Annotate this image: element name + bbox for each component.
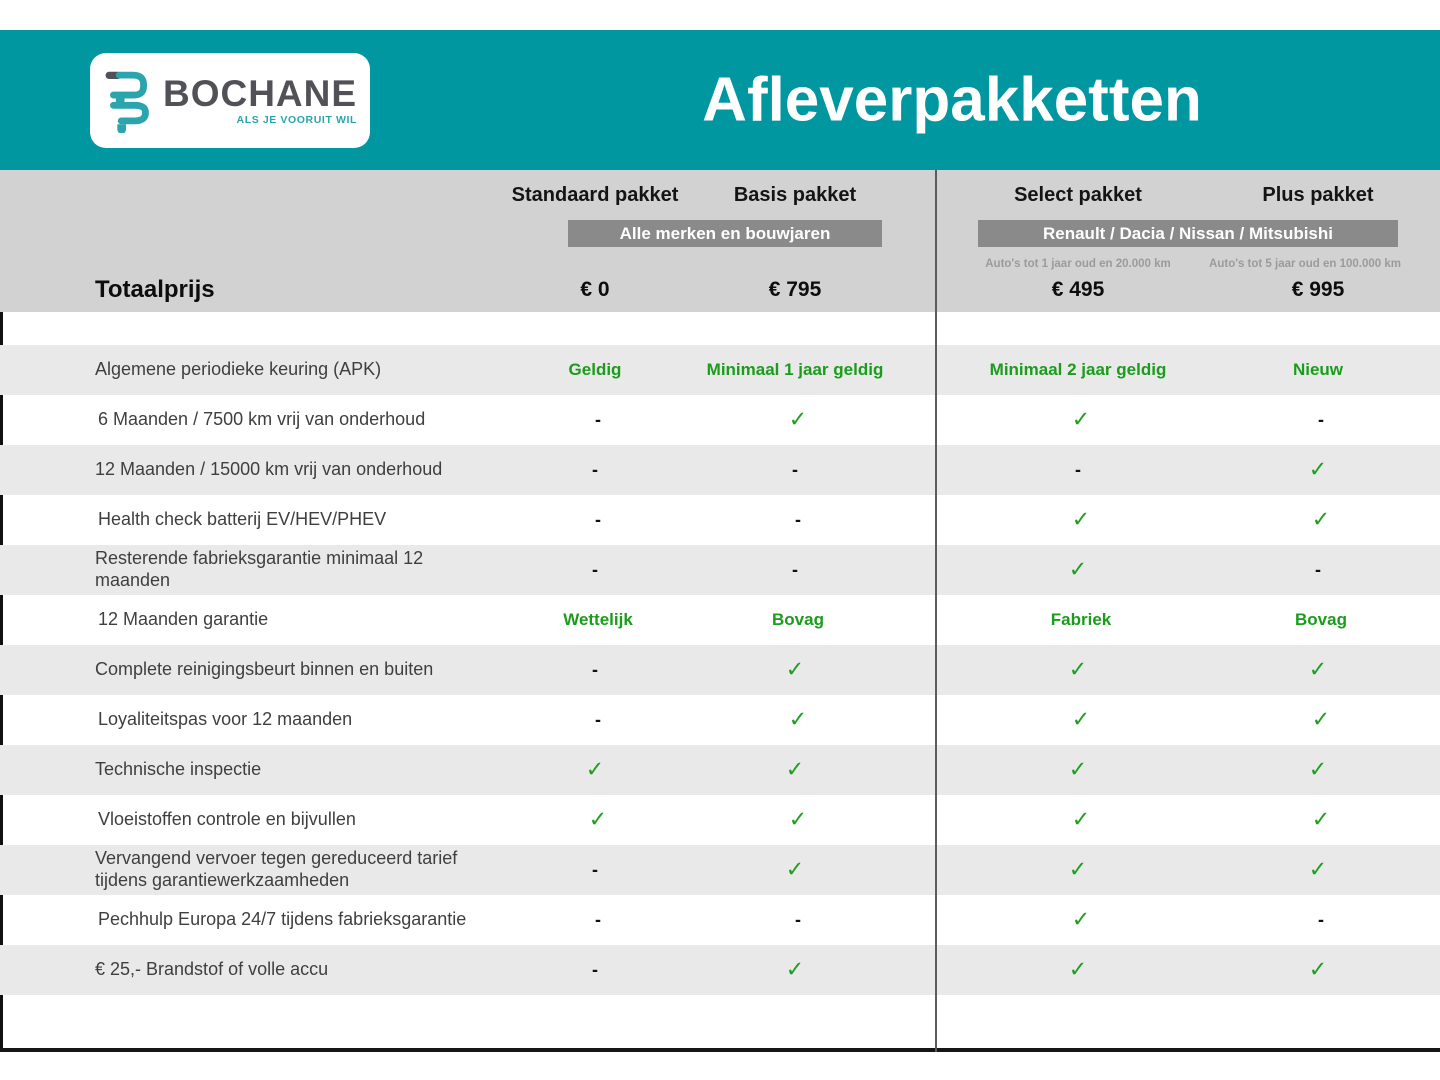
feature-label: Pechhulp Europa 24/7 tijdens fabrieksgarantie bbox=[98, 909, 467, 930]
dash-standaard: - bbox=[595, 509, 601, 530]
column-title-basis: Basis pakket bbox=[733, 184, 857, 206]
badge-brands: Renault / Dacia / Nissan / Mitsubishi bbox=[978, 220, 1398, 247]
logo-name: BOCHANE bbox=[162, 73, 358, 114]
check-icon-plus: ✓ bbox=[1308, 657, 1328, 683]
feature-value-basis: Bovag bbox=[772, 610, 824, 629]
check-icon-select: ✓ bbox=[1068, 957, 1088, 983]
condition-plus: Auto's tot 5 jaar oud en 100.000 km bbox=[1209, 258, 1401, 270]
table-row bbox=[0, 895, 1440, 945]
feature-label: Vervangend vervoer tegen gereduceerd tarief tijdens garantiewerkzaamheden bbox=[95, 848, 458, 890]
table-row bbox=[0, 545, 1440, 595]
column-title-plus: Plus pakket bbox=[1262, 184, 1374, 206]
feature-rows bbox=[0, 345, 1440, 995]
dash-standaard: - bbox=[592, 959, 598, 980]
table-row bbox=[0, 495, 1440, 545]
dash-standaard: - bbox=[595, 409, 601, 430]
feature-label: Algemene periodieke keuring (APK) bbox=[95, 359, 382, 380]
dash-standaard: - bbox=[595, 709, 601, 730]
logo-text bbox=[163, 75, 357, 126]
bochane-logo bbox=[90, 53, 370, 148]
dash-plus: - bbox=[1318, 909, 1324, 930]
dash-standaard: - bbox=[595, 909, 601, 930]
total-price-standaard: € 0 bbox=[580, 278, 610, 301]
dash-plus: - bbox=[1315, 559, 1321, 580]
check-icon-select: ✓ bbox=[1071, 907, 1091, 933]
page-title: Afleverpakketten bbox=[702, 65, 1202, 135]
table-row bbox=[0, 695, 1440, 745]
dash-plus: - bbox=[1318, 409, 1324, 430]
check-icon-basis: ✓ bbox=[785, 757, 805, 783]
dash-basis: - bbox=[795, 509, 801, 530]
check-icon-plus: ✓ bbox=[1311, 507, 1331, 533]
total-price-basis: € 795 bbox=[768, 278, 822, 301]
check-icon-basis: ✓ bbox=[785, 957, 805, 983]
feature-value-basis: Minimaal 1 jaar geldig bbox=[706, 360, 884, 379]
feature-value-standaard: Geldig bbox=[568, 360, 622, 379]
check-icon-basis: ✓ bbox=[788, 807, 808, 833]
dash-basis: - bbox=[795, 909, 801, 930]
check-icon-plus: ✓ bbox=[1308, 757, 1328, 783]
check-icon-plus: ✓ bbox=[1308, 457, 1328, 483]
feature-label: 12 Maanden / 15000 km vrij van onderhoud bbox=[95, 459, 443, 480]
bottom-spacer bbox=[0, 995, 1440, 1048]
feature-value-select: Minimaal 2 jaar geldig bbox=[989, 360, 1167, 379]
feature-label: Technische inspectie bbox=[95, 759, 262, 780]
check-icon-standaard: ✓ bbox=[588, 807, 608, 833]
check-icon-basis: ✓ bbox=[785, 857, 805, 883]
table-header bbox=[0, 170, 1440, 312]
check-icon-select: ✓ bbox=[1071, 707, 1091, 733]
dash-select: - bbox=[1075, 459, 1081, 480]
column-title-standaard: Standaard pakket bbox=[511, 184, 679, 206]
total-price-plus: € 995 bbox=[1291, 278, 1345, 301]
check-icon-select: ✓ bbox=[1071, 507, 1091, 533]
header-gap bbox=[0, 312, 1440, 345]
table-row bbox=[0, 845, 1440, 895]
check-icon-plus: ✓ bbox=[1311, 707, 1331, 733]
table-row bbox=[0, 745, 1440, 795]
feature-label: Loyaliteitspas voor 12 maanden bbox=[98, 709, 353, 730]
check-icon-standaard: ✓ bbox=[585, 757, 605, 783]
table-row bbox=[0, 595, 1440, 645]
feature-label: € 25,- Brandstof of volle accu bbox=[95, 959, 329, 980]
total-price-select: € 495 bbox=[1051, 278, 1105, 301]
table-row bbox=[0, 795, 1440, 845]
check-icon-select: ✓ bbox=[1071, 807, 1091, 833]
dash-basis: - bbox=[792, 459, 798, 480]
dash-basis: - bbox=[792, 559, 798, 580]
package-group-divider bbox=[935, 170, 937, 1052]
bochane-car-icon bbox=[103, 63, 153, 138]
dash-standaard: - bbox=[592, 459, 598, 480]
feature-value-select: Fabriek bbox=[1050, 610, 1112, 629]
check-icon-basis: ✓ bbox=[788, 707, 808, 733]
total-price-label: Totaalprijs bbox=[95, 276, 215, 303]
feature-label: Vloeistoffen controle en bijvullen bbox=[98, 809, 356, 830]
dash-standaard: - bbox=[592, 559, 598, 580]
top-margin bbox=[0, 0, 1440, 30]
check-icon-select: ✓ bbox=[1068, 557, 1088, 583]
check-icon-plus: ✓ bbox=[1311, 807, 1331, 833]
check-icon-plus: ✓ bbox=[1308, 957, 1328, 983]
table-row bbox=[0, 345, 1440, 395]
column-title-select: Select pakket bbox=[1014, 184, 1142, 206]
feature-label: Health check batterij EV/HEV/PHEV bbox=[98, 509, 387, 530]
dash-standaard: - bbox=[592, 859, 598, 880]
feature-label: Resterende fabrieksgarantie minimaal 12 maanden bbox=[95, 548, 424, 590]
feature-label: 6 Maanden / 7500 km vrij van onderhoud bbox=[98, 409, 426, 430]
check-icon-select: ✓ bbox=[1068, 857, 1088, 883]
feature-value-plus: Bovag bbox=[1295, 610, 1347, 629]
feature-label: 12 Maanden garantie bbox=[98, 609, 269, 630]
check-icon-basis: ✓ bbox=[785, 657, 805, 683]
condition-select: Auto's tot 1 jaar oud en 20.000 km bbox=[985, 258, 1171, 270]
check-icon-select: ✓ bbox=[1071, 407, 1091, 433]
check-icon-select: ✓ bbox=[1068, 657, 1088, 683]
feature-value-plus: Nieuw bbox=[1292, 360, 1344, 379]
check-icon-basis: ✓ bbox=[788, 407, 808, 433]
feature-value-standaard: Wettelijk bbox=[563, 610, 633, 629]
badge-all-brands: Alle merken en bouwjaren bbox=[568, 220, 882, 247]
table-row bbox=[0, 395, 1440, 445]
dash-standaard: - bbox=[592, 659, 598, 680]
feature-label: Complete reinigingsbeurt binnen en buiten bbox=[95, 659, 434, 680]
table-row bbox=[0, 945, 1440, 995]
table-row bbox=[0, 645, 1440, 695]
table-row bbox=[0, 445, 1440, 495]
check-icon-plus: ✓ bbox=[1308, 857, 1328, 883]
bottom-margin bbox=[0, 1052, 1440, 1080]
banner bbox=[0, 30, 1440, 170]
check-icon-select: ✓ bbox=[1068, 757, 1088, 783]
logo-tagline: ALS JE VOORUIT WIL bbox=[236, 114, 358, 126]
